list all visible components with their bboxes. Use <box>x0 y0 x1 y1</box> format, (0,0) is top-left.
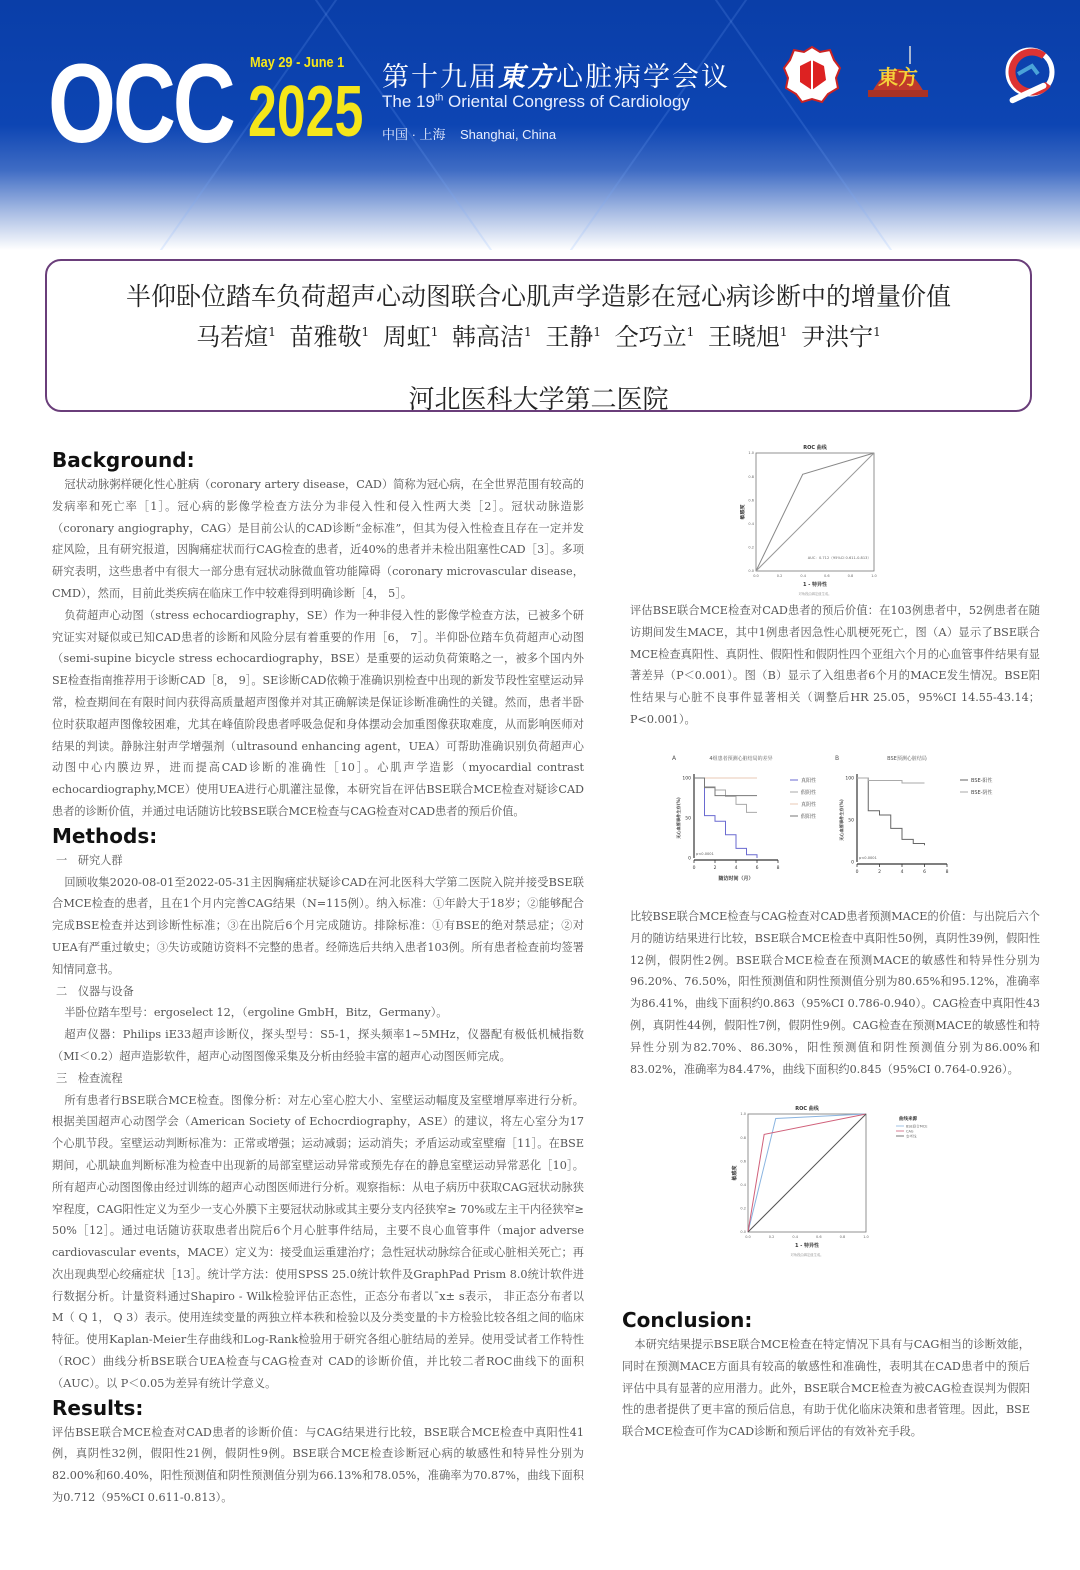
y-axis-label: 无心血管事件生存(%) <box>839 799 844 841</box>
y-tick-label: 0.0 <box>748 569 754 574</box>
legend-label: BSE-阴性 <box>971 789 993 796</box>
y-axis-label: 敏感度 <box>740 504 746 520</box>
legend-label: BSE联合MCE <box>906 1124 928 1129</box>
legend-label: 真阳性 <box>801 777 817 784</box>
author: 仝巧立$^1$ <box>614 323 695 351</box>
x-tick-label: 0.2 <box>776 574 783 578</box>
y-tick-label: 100 <box>845 776 854 782</box>
x-axis-label: 1 - 特异性 <box>802 582 828 588</box>
x-tick-label: 0.0 <box>753 574 759 578</box>
paragraph: 评估BSE联合MCE检查对CAD患者的诊断价值：与CAG结果进行比较，BSE联合MCE检查中真阳性41例，真阴性32例，假阳性21例，假阴性9例。BSE联合MCE检查诊断冠心病的敏感性和特异性分别为82.00%和60.40%，阳性预测值和阴性预测值分别为66.13%和78.05%，准确率为70.87%，曲线下面积为0.712（95%CI 0.611-0.813）。 <box>52 1425 584 1505</box>
roc-curve-参考线 <box>748 1114 866 1232</box>
results-section <box>52 1396 584 1509</box>
conference-year: 2025 <box>248 72 364 152</box>
x-tick-label: 2 <box>878 870 881 875</box>
x-tick-label: 2 <box>713 866 717 871</box>
paper-title: 半仰卧位踏车负荷超声心动图联合心肌声学造影在冠心病诊断中的增量价值 <box>125 282 951 311</box>
roc-chart-comparison <box>728 1100 958 1275</box>
paragraph: 回顾收集2020-08-01至2022-05-31主因胸痛症状疑诊CAD在河北医科大学第二医院入院并接受BSE联合MCE检查的患者，且在1个月内完善CAG结果（N=115例）。纳入标准：①年龄大于18岁；②能够配合完成BSE检查并达到诊断性标准；③在出院后6个月完成随访。排除标准：①有BSE的绝对禁忌症；②对UEA有严重过敏史；③失访或随访资料不完整的患者。经筛选后共纳入患者103例。所有患者检查前均签署知情同意书。 <box>52 875 584 976</box>
y-tick-label: 0.4 <box>740 1183 746 1187</box>
chart-title: ROC 曲线 <box>795 1106 819 1112</box>
x-tick-label: 8 <box>945 870 949 875</box>
background-section <box>52 448 584 823</box>
y-tick-label: 0.8 <box>748 474 754 479</box>
conference-acronym: OCC <box>48 41 233 166</box>
x-axis-label: 随访时间（月） <box>718 876 754 882</box>
conference-banner <box>0 0 1080 250</box>
conference-title-en: The 19th Oriental Congress of Cardiology <box>382 92 690 111</box>
y-tick-label: 100 <box>682 776 691 782</box>
y-tick-label: 50 <box>685 816 691 822</box>
affiliation: 河北医科大学第二医院 <box>408 385 669 415</box>
paragraph: 评估BSE联合MCE检查对CAD患者的预后价值：在103例患者中，52例患者在随访期间发生MACE，其中1例患者因急性心肌梗死死亡，图（A）显示了BSE联合MCE检查真阳性、真阴性、假阳性和假阴性四个亚组六个月的心血管事件结果有显著差异（P＜0.001）。图（B）显示了入组患者6个月的MACE发生情况。BSE阳性结果与心脏不良事件显著相关（调整后HR 25.05，95%CI 14.55-43.14；P<0.001）。 <box>630 604 1040 726</box>
circular-c-logo <box>998 44 1058 104</box>
section-heading: Results: <box>52 1395 144 1420</box>
legend-label: CAG <box>906 1129 914 1134</box>
x-tick-label: 0.8 <box>847 574 854 578</box>
author: 王静$^1$ <box>545 323 601 351</box>
oriental-tower-logo <box>862 44 934 104</box>
paragraph: 负荷超声心动图（stress echocardiography，SE）作为一种非侵入性的影像学检查方法，已被多个研究证实对疑似或已知CAD患者的诊断和风险分层有着重要的作用［6， 7］。半仰卧位踏车负荷超声心动图（semi-supine bicycle stress echocardiography，BSE）是重要的运动负荷策略之一，被多个国内外SE检查指南推荐用于诊断CAD［8， 9］。SE诊断CAD依赖于准确识别检查中出现的新发节段性室壁运动异常，检查期间在有限时间内获得高质量超声图像并对其正确解读是保证诊断准确性的关键。然而，患者半卧位时获取超声图像较困难，尤其在峰值阶段患者呼吸急促和身体摆动会加重图像获取难度，从而影响医师对结果的判读。静脉注射声学增强剂（ultrasound enhancing agent，UEA）可帮助准确识别负荷超声心动图中心内膜边界，进而提高CAD诊断的准确性［10］。心肌声学造影（myocardial contrast echocardiography,MCE）使用UEA进行心肌灌注显像，本研究旨在评估BSE联合MCE检查对疑诊CAD患者的诊断价值，并通过电话随访比较BSE联合MCE检查与CAG检查对CAD患者的预后价值。 <box>52 608 584 818</box>
x-tick-label: 1.0 <box>871 574 877 578</box>
x-tick-label: 1.0 <box>863 1235 869 1239</box>
x-tick-label: 0.8 <box>839 1235 846 1239</box>
methods-section <box>52 824 584 1395</box>
section-heading: Methods: <box>52 823 158 848</box>
y-tick-label: 0 <box>688 856 691 862</box>
x-tick-label: 0.4 <box>800 574 806 578</box>
conference-dates: May 29 - June 1 <box>250 54 345 71</box>
y-tick-label: 0.4 <box>748 522 754 526</box>
legend-title: 曲线来源 <box>899 1117 917 1122</box>
y-axis-label: 敏感度 <box>732 1165 738 1181</box>
y-axis-label: 无心血管事件生存(%) <box>676 797 681 839</box>
panel-label: A <box>672 755 677 762</box>
km-chart-b <box>825 750 1005 890</box>
y-tick-label: 1.0 <box>740 1112 746 1117</box>
legend-label: 参考线 <box>906 1134 917 1139</box>
legend-label: 假阳性 <box>801 813 817 820</box>
x-tick-label: 4 <box>734 866 738 871</box>
x-tick-label: 6 <box>923 870 926 875</box>
paragraph: 超声仪器：Philips iE33超声诊断仪，探头型号：S5-1，探头频率1~5MHz，仪器配有极低机械指数（MI＜0.2）超声造影软件，超声心动图图像采集及分析由经验丰富的超声心动图医师完成。 <box>52 1028 584 1063</box>
x-tick-label: 0.4 <box>792 1235 798 1239</box>
x-tick-label: 8 <box>776 866 780 871</box>
y-tick-label: 0.8 <box>740 1135 746 1140</box>
paragraph: 冠状动脉粥样硬化性心脏病（coronary artery disease，CAD）简称为冠心病，在全世界范围有较高的发病率和死亡率［1］。冠心病的影像学检查方法分为非侵入性和侵入性两大类［2］。冠状动脉造影（coronary angiography，CAG）是目前公认的CAD诊断“金标准”，但其为侵入性检查且存在一定并发症风险，且有研究报道，因胸痛症状而行CAG检查的患者，近40%的患者并未检出阻塞性CAD［3］。多项研究表明，这些患者中有很大一部分患有冠状动脉微血管功能障碍（coronary microvascular disease，CMD），然而，目前此类疾病在临床工作中较难得到明确诊断［4， 5］。 <box>52 478 584 600</box>
conference-location: 中国 · 上海 Shanghai, China <box>382 127 557 142</box>
x-tick-label: 6 <box>755 866 759 871</box>
y-tick-label: 0 <box>851 860 854 866</box>
paper-title-box <box>45 259 1032 415</box>
results-text-prognosis <box>630 600 1040 731</box>
paragraph: 半卧位踏车型号：ergoselect 12，（ergoline GmbH，Bitz，Germany）。 <box>64 1006 448 1020</box>
y-tick-label: 0.6 <box>740 1159 746 1164</box>
chart-footnote: 对角段由绑定值生成。 <box>798 592 832 596</box>
p-value: p<0.0001 <box>696 852 714 856</box>
y-tick-label: 1.0 <box>748 451 754 456</box>
y-tick-label: 0.2 <box>748 545 754 550</box>
x-axis-label: 1 - 特异性 <box>794 1243 820 1249</box>
chart-footnote: 对角段由绑定值生成。 <box>790 1253 824 1257</box>
author: 周虹$^1$ <box>382 323 439 351</box>
auc-annotation: AUC：0.712（95%CI 0.611-0.813） <box>807 556 871 560</box>
roc-chart-diagnosis <box>740 438 890 598</box>
author: 王晓旭$^1$ <box>707 323 788 351</box>
author: 韩高洁$^1$ <box>452 323 532 351</box>
author: 苗雅敬$^1$ <box>289 323 370 351</box>
legend-label: 假阴性 <box>801 789 817 796</box>
conclusion-section <box>622 1308 1030 1443</box>
paragraph: 本研究结果提示BSE联合MCE检查在特定情况下具有与CAG相当的诊断效能，同时在预测MACE方面具有较高的敏感性和准确性，表明其在CAD患者中的预后评估中具有显著的应用潜力。此外，BSE联合MCE检查为被CAG检查误判为假阳性的患者提供了更丰富的预后信息，有助于优化临床决策和患者管理。因此，BSE联合MCE检查可作为CAD诊断和预后评估的有效补充手段。 <box>622 1338 1030 1439</box>
section-heading: Background: <box>52 448 195 472</box>
author: 马若煊$^1$ <box>196 323 276 351</box>
section-heading: Conclusion: <box>622 1308 753 1332</box>
y-tick-label: 0.6 <box>748 498 754 503</box>
conference-title-cn: 第十九届東方心脏病学会议 <box>382 62 730 93</box>
x-tick-label: 4 <box>900 870 904 875</box>
x-tick-label: 0.6 <box>816 1235 822 1239</box>
km-chart-a <box>672 750 832 890</box>
left-column <box>52 448 584 1509</box>
survival-curve-BSE-阴性 <box>857 778 925 783</box>
author: 尹洪宁$^1$ <box>801 323 881 351</box>
y-tick-label: 0.0 <box>740 1230 746 1235</box>
x-tick-label: 0.0 <box>745 1235 751 1239</box>
p-value: p<0.0001 <box>859 856 877 860</box>
paragraph: 比较BSE联合MCE检查与CAG检查对CAD患者预测MACE的价值：与出院后六个月的随访结果进行比较，BSE联合MCE检查中真阳性50例，真阴性39例，假阳性12例，假阴性2例。BSE联合MCE检查在预测MACE的敏感性和特异性分别为96.20%、76.50%，阳性预测值和阴性预测值分别为80.65%和95.12%，准确率为86.41%，曲线下面积约0.863（95%CI 0.786-0.940）。CAG检查中真阳性43例，真阴性44例，假阳性7例，假阴性9例。CAG检查在预测MACE的敏感性和特异性分别为82.70%、86.30%，阳性预测值和阴性预测值分别为86.00%和83.02%，准确率为84.47%，曲线下面积约0.845（95%CI 0.764-0.926）。 <box>630 910 1040 1076</box>
y-tick-label: 0.2 <box>740 1206 746 1211</box>
x-tick-label: 0 <box>855 870 859 875</box>
paragraph: 所有患者行BSE联合MCE检查。图像分析：对左心室心腔大小、室壁运动幅度及室壁增厚率进行分析。根据美国超声心动图学会（American Society of Echocrdiography，ASE）的建议，将左心室分为17个心肌节段。室壁运动判断标准为：正常或增强；运动减弱；运动消失；矛盾运动或室壁瘤［11］。在BSE期间，心肌缺血判断标准为检查中出现新的局部室壁运动异常或预先存在的静息室壁运动异常恶化［10］。所有超声心动图图像由经过训练的超声心动图医师进行分析。观察指标：从电子病历中获取CAG冠状动脉狭窄程度，CAG阳性定义为至少一支心外膜下主要冠状动脉或其主要分支内径狭窄≥ 70%或左主干内径狭窄≥ 50%［12］。通过电话随访获取患者出院后6个月心脏事件结局，主要不良心血管事件（major adverse cardiovascular events，MACE）定义为：接受血运重建治疗；急性冠状动脉综合征或心脏相关死亡；再次出现典型心绞痛症状［13］。统计学方法：使用SPSS 25.0统计软件及GraphPad Prism 8.0统计软件进行数据分析。计量资料通过Shapiro - Wilk检验评估正态性，正态分布者以¯x± s表示， 非正态分布者以 M（ Q 1， Q 3）表示。使用连续变量的两独立样本秩和检验以及分类变量的卡方检验比较各组之间的临床特征。使用Kaplan-Meier生存曲线和Log-Rank检验用于研究各组心脏结局的差异。使用受试者工作特性（ROC）曲线分析BSE联合UEA检查与CAG检查对 CAD的诊断价值，并比较二者ROC曲线下的面积（AUC）。以 P＜0.05为差异有统计学意义。 <box>52 1093 584 1390</box>
association-seal-logo <box>782 44 842 104</box>
x-tick-label: 0.6 <box>824 574 830 578</box>
legend-label: BSE-阳性 <box>971 777 993 784</box>
subsection-heading: 一 研究人群 <box>56 853 123 867</box>
survival-curve-BSE-阳性 <box>857 778 925 845</box>
results-text-comparison <box>630 906 1040 1080</box>
y-tick-label: 50 <box>848 818 854 824</box>
svg-text:東方: 東方 <box>878 65 918 89</box>
subsection-heading: 二 仪器与设备 <box>56 984 134 998</box>
chart-title: 4组患者预测心脏结局的差异 <box>709 756 773 762</box>
x-tick-label: 0 <box>692 866 696 871</box>
author-list <box>47 317 1030 352</box>
chart-title: ROC 曲线 <box>803 445 827 451</box>
legend-label: 真阴性 <box>801 801 817 808</box>
subsection-heading: 三 检查流程 <box>56 1071 123 1085</box>
x-tick-label: 0.2 <box>768 1235 775 1239</box>
panel-label: B <box>835 755 840 762</box>
chart-title: BSE预测心脏结局 <box>887 756 927 762</box>
